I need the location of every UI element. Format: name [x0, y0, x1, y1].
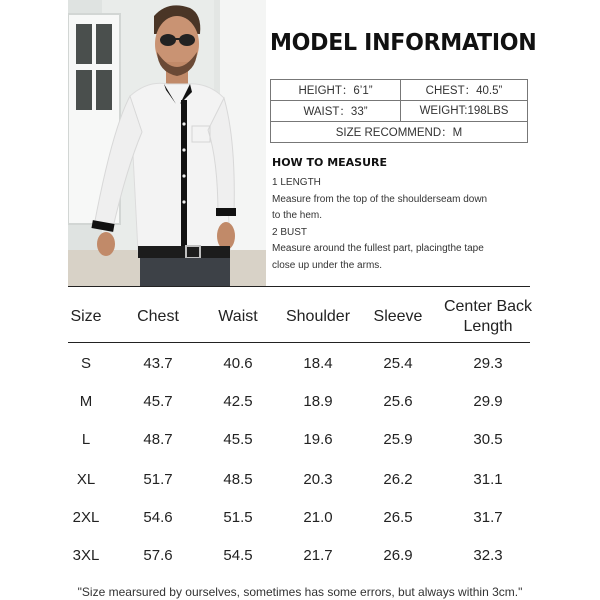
size-recommend: SIZE RECOMMEND：M	[271, 122, 528, 143]
how-to-measure-title: HOW TO MEASURE	[272, 156, 388, 169]
table-cell-waist: 40.6	[223, 354, 253, 372]
table-cell-shoulder: 20.3	[303, 470, 333, 488]
table-cell-waist: 42.5	[223, 392, 253, 410]
column-header-center-back-length: Center Back Length	[443, 298, 533, 335]
table-cell-waist: 54.5	[223, 546, 253, 564]
column-header-size: Size	[70, 308, 102, 325]
table-cell-sleeve: 26.5	[383, 508, 413, 526]
model-height: HEIGHT：6’1”	[271, 80, 401, 101]
table-cell-waist: 48.5	[223, 470, 253, 488]
table-cell-center-back-length: 31.7	[473, 508, 503, 526]
size-footnote: "Size mearsured by ourselves, sometimes has some errors, but always within 3cm."	[77, 585, 523, 599]
measure-line: close up under the arms.	[272, 259, 383, 271]
table-cell-waist: 45.5	[223, 430, 253, 448]
measure-line: to the hem.	[272, 210, 323, 222]
size-label-cell: S	[80, 354, 91, 372]
how-to-measure-section	[272, 156, 522, 275]
table-header-rule	[68, 342, 530, 343]
size-label-cell: L	[81, 430, 91, 448]
model-information-table	[270, 79, 528, 143]
table-cell-center-back-length: 29.9	[473, 392, 503, 410]
model-photo	[68, 0, 266, 286]
table-cell-shoulder: 19.6	[303, 430, 333, 448]
table-cell-sleeve: 25.6	[383, 392, 413, 410]
size-label-cell: 3XL	[72, 546, 100, 564]
model-waist: WAIST：33”	[271, 101, 401, 122]
table-cell-shoulder: 21.7	[303, 546, 333, 564]
table-cell-shoulder: 21.0	[303, 508, 333, 526]
model-chest: CHEST：40.5”	[401, 80, 528, 101]
table-cell-sleeve: 26.2	[383, 470, 413, 488]
size-label-cell: 2XL	[72, 508, 100, 526]
column-header-sleeve: Sleeve	[373, 308, 423, 325]
column-header-shoulder: Shoulder	[285, 308, 351, 325]
table-cell-chest: 45.7	[143, 392, 173, 410]
column-header-chest: Chest	[137, 308, 179, 325]
size-label-cell: XL	[76, 470, 96, 488]
table-cell-chest: 48.7	[143, 430, 173, 448]
table-cell-waist: 51.5	[223, 508, 253, 526]
table-top-rule	[68, 286, 530, 287]
table-cell-shoulder: 18.9	[303, 392, 333, 410]
table-cell-sleeve: 25.9	[383, 430, 413, 448]
table-cell-shoulder: 18.4	[303, 354, 333, 372]
measure-line: Measure around the fullest part, placingthe tape	[272, 243, 484, 255]
table-cell-center-back-length: 30.5	[473, 430, 503, 448]
column-header-waist: Waist	[218, 308, 258, 325]
table-cell-chest: 57.6	[143, 546, 173, 564]
measure-line: 2 BUST	[272, 226, 308, 238]
model-information-title: MODEL INFORMATION	[270, 30, 537, 56]
measure-line: 1 LENGTH	[272, 177, 321, 188]
table-cell-center-back-length: 29.3	[473, 354, 503, 372]
table-cell-center-back-length: 32.3	[473, 546, 503, 564]
table-cell-center-back-length: 31.1	[473, 470, 503, 488]
table-cell-sleeve: 26.9	[383, 546, 413, 564]
size-label-cell: M	[79, 392, 93, 410]
table-cell-chest: 54.6	[143, 508, 173, 526]
model-weight: WEIGHT:198LBS	[401, 101, 528, 122]
table-cell-chest: 43.7	[143, 354, 173, 372]
table-cell-sleeve: 25.4	[383, 354, 413, 372]
table-cell-chest: 51.7	[143, 470, 173, 488]
measure-line: Measure from the top of the shoulderseam down	[272, 193, 488, 205]
